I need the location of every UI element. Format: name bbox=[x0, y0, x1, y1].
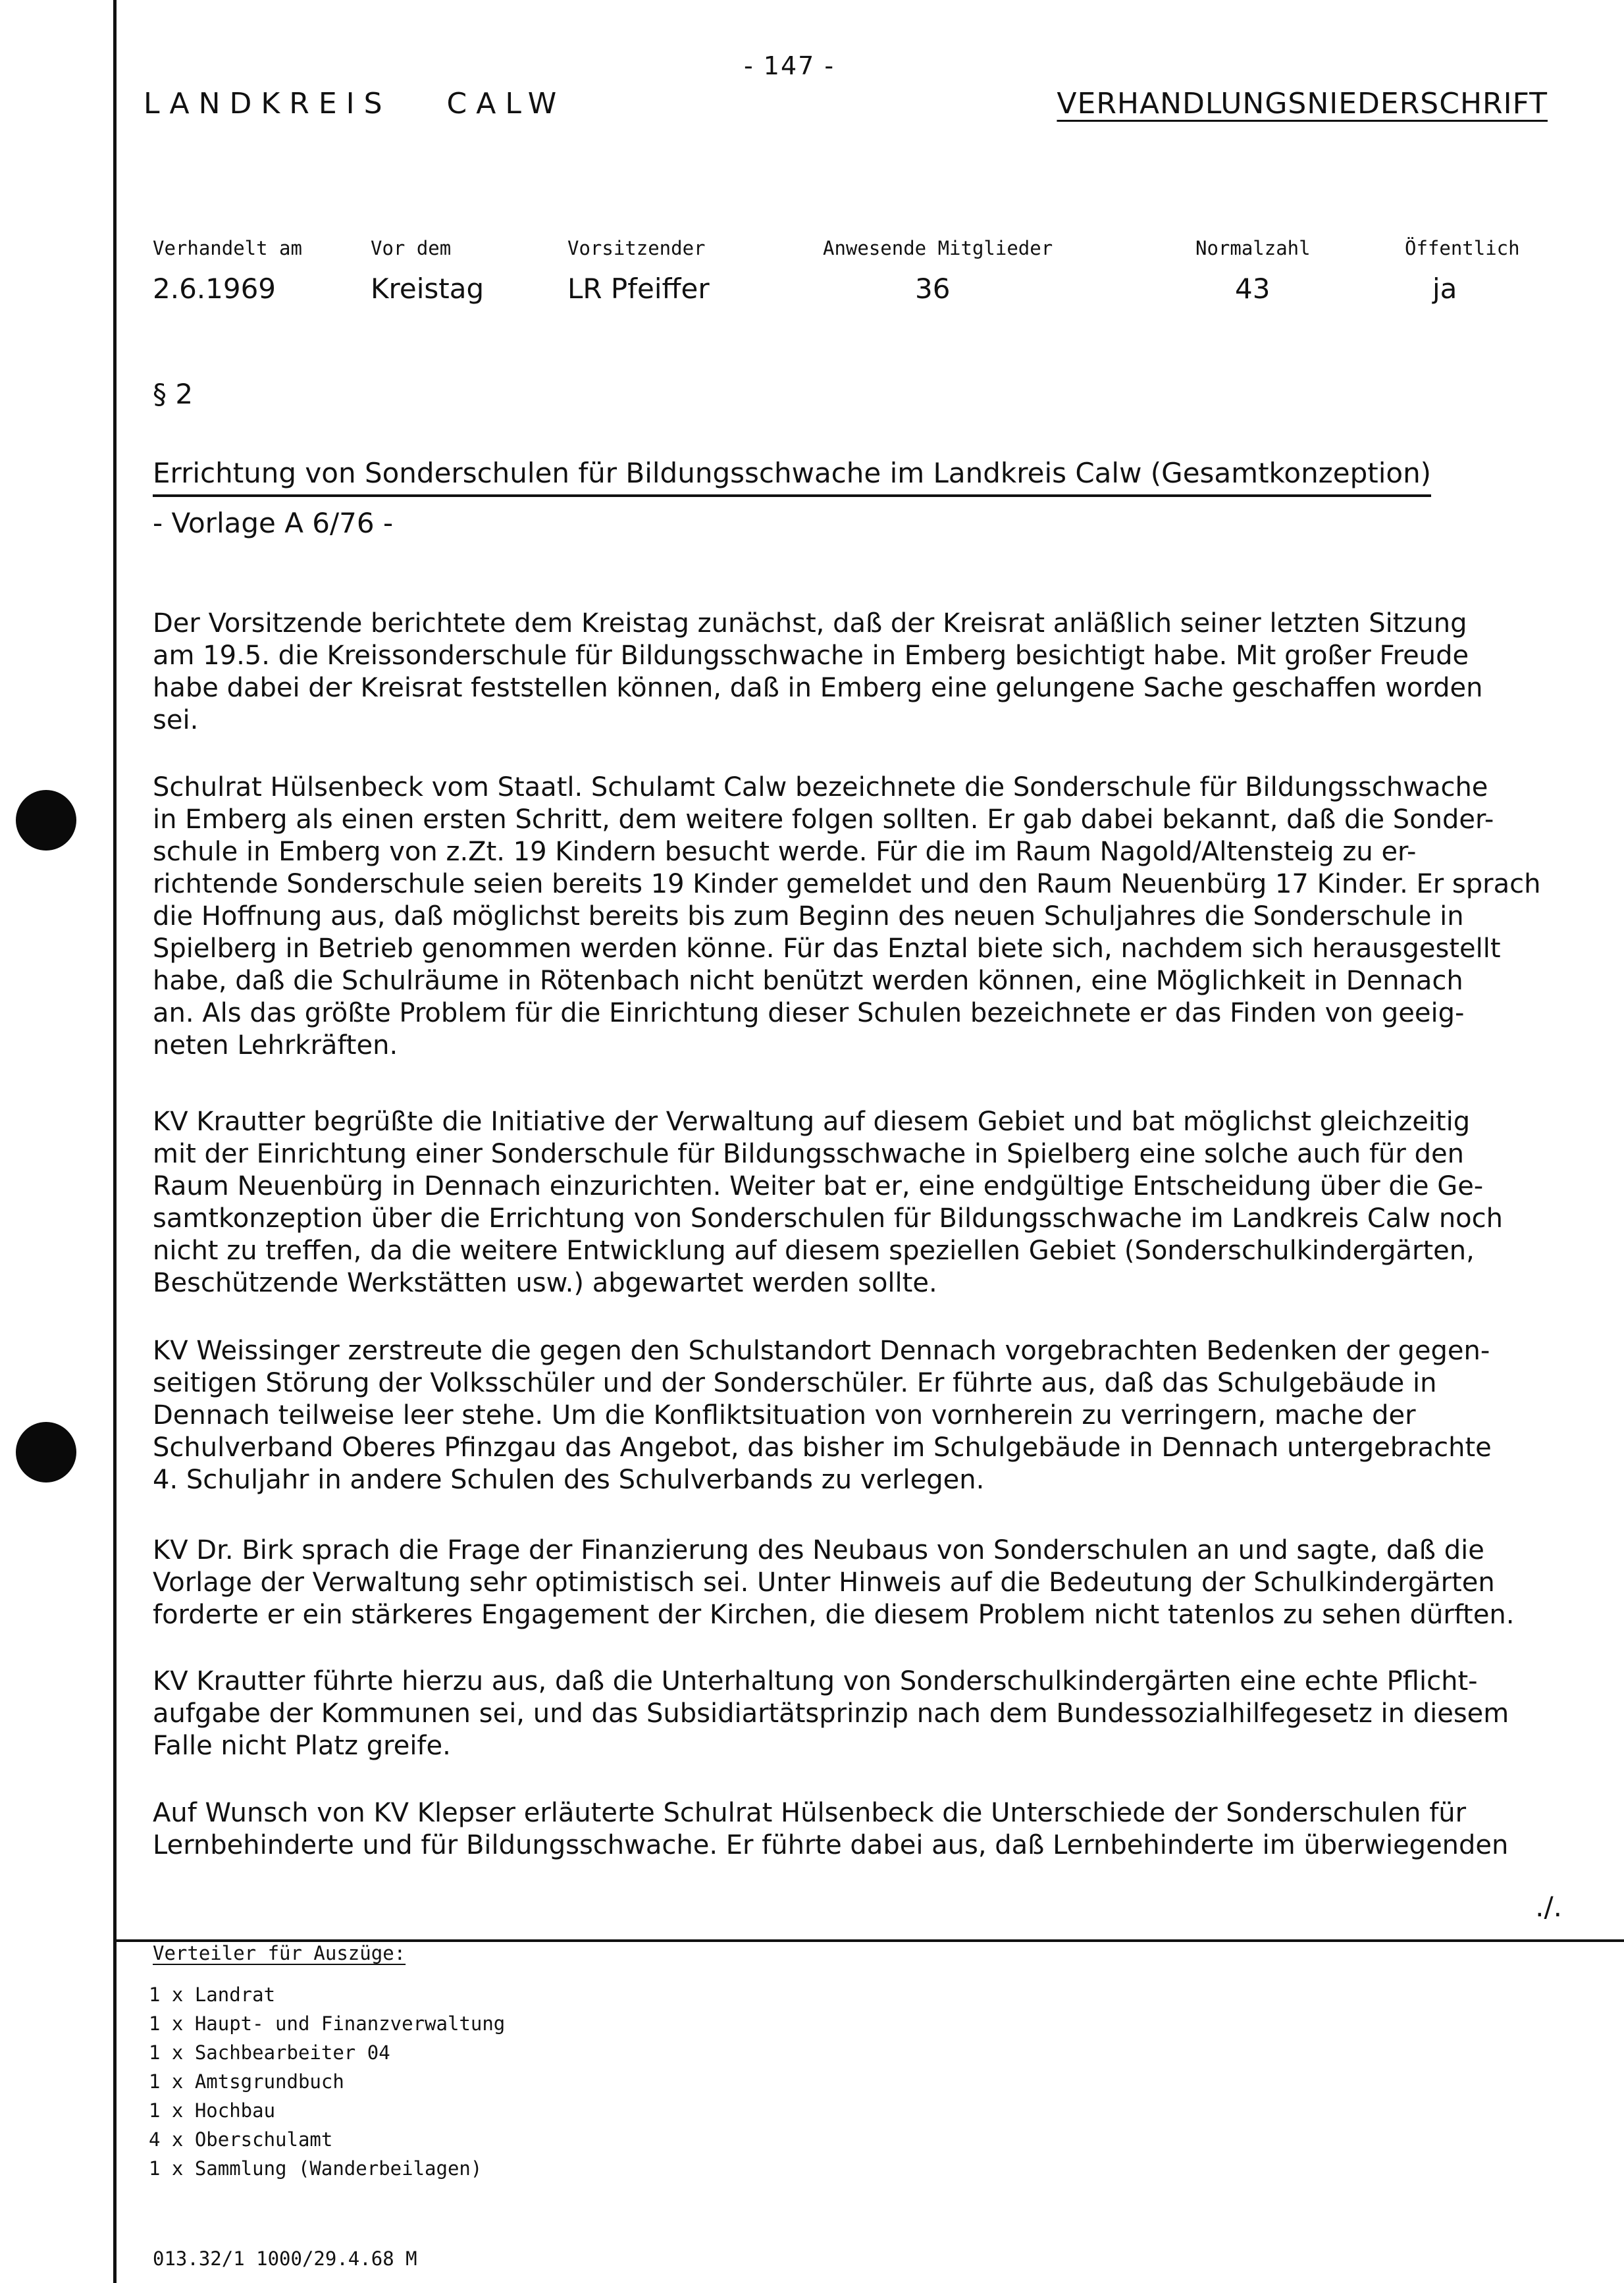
meta-label-date: Verhandelt am bbox=[153, 237, 302, 259]
text-line: Der Vorsitzende berichtete dem Kreistag zunächst, daß der Kreisrat anläßlich seiner letzten Sitzung bbox=[153, 608, 1467, 639]
meta-label-public: Öffentlich bbox=[1405, 237, 1520, 259]
meta-value-normal-count: 43 bbox=[1235, 273, 1270, 305]
text-line: aufgabe der Kommunen sei, und das Subsidiartätsprinzip nach dem Bundessozialhilfegesetz in diesem bbox=[153, 1698, 1509, 1729]
meta-label-normal-count: Normalzahl bbox=[1195, 237, 1311, 259]
binder-hole-bottom bbox=[16, 1422, 76, 1483]
binder-hole-top bbox=[16, 790, 76, 851]
text-line: an. Als das größte Problem für die Einrichtung dieser Schulen bezeichnete er das Finden von geeig- bbox=[153, 998, 1465, 1028]
meta-label-body: Vor dem bbox=[371, 237, 452, 259]
agenda-subject: Errichtung von Sonderschulen für Bildungsschwache im Landkreis Calw (Gesamtkonzeption) bbox=[153, 457, 1431, 497]
meta-value-members-present: 36 bbox=[915, 273, 951, 305]
paragraph-report-visit bbox=[153, 608, 1608, 737]
text-line: Schulrat Hülsenbeck vom Staatl. Schulamt Calw bezeichnete die Sonderschule für Bildungsschwache bbox=[153, 772, 1488, 802]
text-line: nicht zu treffen, da die weitere Entwicklung auf diesem speziellen Gebiet (Sonderschulkindergärten, bbox=[153, 1236, 1475, 1266]
list-item: 1 x Landrat bbox=[149, 1983, 276, 2006]
text-line: seitigen Störung der Volksschüler und der Sonderschüler. Er führte aus, daß das Schulgebäude in bbox=[153, 1368, 1437, 1398]
text-line: KV Krautter begrüßte die Initiative der Verwaltung auf diesem Gebiet und bat möglichst gleichzeitig bbox=[153, 1107, 1471, 1137]
text-line: habe dabei der Kreisrat feststellen können, daß in Emberg eine gelungene Sache geschaffen worden bbox=[153, 673, 1483, 703]
text-line: richtende Sonderschule seien bereits 19 Kinder gemeldet und den Raum Neuenbürg 17 Kinder. Er sprach bbox=[153, 869, 1541, 899]
meta-value-date: 2.6.1969 bbox=[153, 273, 276, 305]
paragraph-krautter-duty bbox=[153, 1666, 1608, 1762]
continuation-mark: ./. bbox=[1535, 1891, 1562, 1923]
document-type: VERHANDLUNGSNIEDERSCHRIFT bbox=[1057, 87, 1548, 120]
distribution-list bbox=[149, 1980, 505, 2183]
page-number: - 147 - bbox=[744, 51, 835, 80]
list-item: 1 x Sachbearbeiter 04 bbox=[149, 2041, 390, 2064]
list-item: 1 x Haupt- und Finanzverwaltung bbox=[149, 2012, 506, 2035]
distribution-title: Verteiler für Auszüge: bbox=[153, 1942, 406, 1964]
paragraph-weissinger bbox=[153, 1335, 1608, 1496]
text-line: Beschützende Werkstätten usw.) abgewartet werden sollte. bbox=[153, 1268, 937, 1298]
text-line: KV Dr. Birk sprach die Frage der Finanzierung des Neubaus von Sonderschulen an und sagte, daß die bbox=[153, 1535, 1484, 1565]
text-line: forderte er ein stärkeres Engagement der Kirchen, die diesem Problem nicht tatenlos zu sehen dürften. bbox=[153, 1600, 1515, 1630]
text-line: neten Lehrkräften. bbox=[153, 1030, 398, 1061]
text-line: samtkonzeption über die Errichtung von Sonderschulen für Bildungsschwache im Landkreis Calw noch bbox=[153, 1203, 1503, 1234]
meta-value-chair: LR Pfeiffer bbox=[567, 273, 710, 305]
text-line: Lernbehinderte und für Bildungsschwache. Er führte dabei aus, daß Lernbehinderte im überwiegenden bbox=[153, 1830, 1509, 1860]
text-line: am 19.5. die Kreissonderschule für Bildungsschwache in Emberg besichtigt habe. Mit großer Freude bbox=[153, 641, 1469, 671]
text-line: Schulverband Oberes Pfinzgau das Angebot, das bisher im Schulgebäude in Dennach untergebrachte bbox=[153, 1432, 1492, 1463]
meta-value-public: ja bbox=[1432, 273, 1457, 305]
form-number: 013.32/1 1000/29.4.68 M bbox=[153, 2247, 417, 2270]
organization-name: LANDKREIS CALW bbox=[144, 87, 566, 120]
text-line: Dennach teilweise leer stehe. Um die Konfliktsituation von vornherein zu verringern, mache der bbox=[153, 1400, 1416, 1430]
agenda-reference: - Vorlage A 6/76 - bbox=[153, 507, 394, 539]
text-line: Raum Neuenbürg in Dennach einzurichten. Weiter bat er, eine endgültige Entscheidung über die Ge- bbox=[153, 1171, 1484, 1201]
meta-label-members-present: Anwesende Mitglieder bbox=[823, 237, 1053, 259]
list-item: 1 x Hochbau bbox=[149, 2099, 276, 2122]
text-line: sei. bbox=[153, 705, 199, 735]
text-line: 4. Schuljahr in andere Schulen des Schulverbands zu verlegen. bbox=[153, 1465, 985, 1495]
meta-label-chair: Vorsitzender bbox=[567, 237, 706, 259]
list-item: 1 x Amtsgrundbuch bbox=[149, 2070, 344, 2093]
text-line: die Hoffnung aus, daß möglichst bereits bis zum Beginn des neuen Schuljahres die Sonderschule in bbox=[153, 901, 1464, 932]
text-line: KV Weissinger zerstreute die gegen den Schulstandort Dennach vorgebrachten Bedenken der gegen- bbox=[153, 1336, 1490, 1366]
text-line: KV Krautter führte hierzu aus, daß die Unterhaltung von Sonderschulkindergärten eine echte Pflicht- bbox=[153, 1666, 1478, 1696]
paragraph-birk bbox=[153, 1535, 1608, 1631]
text-line: in Emberg als einen ersten Schritt, dem weitere folgen sollten. Er gab dabei bekannt, daß die Sonder- bbox=[153, 804, 1494, 835]
section-number: § 2 bbox=[153, 378, 194, 410]
text-line: Spielberg in Betrieb genommen werden könne. Für das Enztal biete sich, nachdem sich herausgestellt bbox=[153, 933, 1501, 964]
list-item: 4 x Oberschulamt bbox=[149, 2128, 333, 2151]
paragraph-huelsenbeck bbox=[153, 772, 1608, 1062]
paragraph-krautter-initiative bbox=[153, 1106, 1608, 1299]
text-line: schule in Emberg von z.Zt. 19 Kindern besucht werde. Für die im Raum Nagold/Altensteig zu er- bbox=[153, 837, 1417, 867]
meta-value-body: Kreistag bbox=[371, 273, 485, 305]
paragraph-klepser bbox=[153, 1797, 1608, 1862]
text-line: habe, daß die Schulräume in Rötenbach nicht benützt werden können, eine Möglichkeit in Dennach bbox=[153, 966, 1463, 996]
text-line: mit der Einrichtung einer Sonderschule für Bildungsschwache in Spielberg eine solche auch für den bbox=[153, 1139, 1464, 1169]
text-line: Vorlage der Verwaltung sehr optimistisch sei. Unter Hinweis auf die Bedeutung der Schulkindergärten bbox=[153, 1567, 1495, 1598]
list-item: 1 x Sammlung (Wanderbeilagen) bbox=[149, 2157, 483, 2180]
text-line: Falle nicht Platz greife. bbox=[153, 1731, 451, 1761]
text-line: Auf Wunsch von KV Klepser erläuterte Schulrat Hülsenbeck die Unterschiede der Sonderschulen für bbox=[153, 1798, 1467, 1828]
